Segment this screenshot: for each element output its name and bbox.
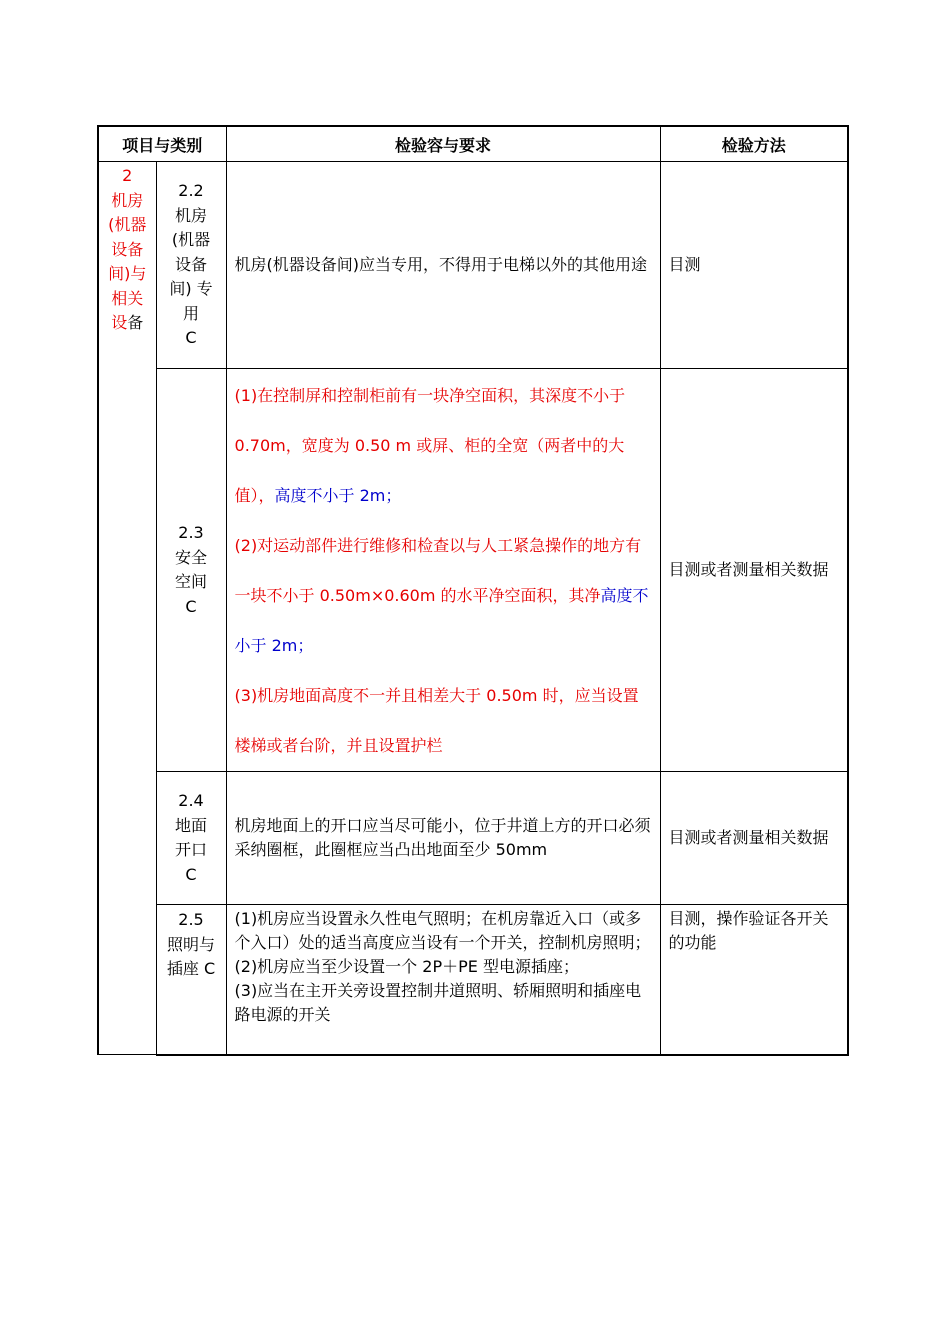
subitem-number: 2.4 [178,791,204,810]
method-cell: 目测 [660,162,848,369]
category-line-last [99,311,156,336]
requirement-line: (3)应当在主开关旁设置控制井道照明、轿厢照明和插座电路电源的开关 [234,981,642,1024]
requirement-part-highlight: 高度不小于 2m； [234,586,649,655]
category-last-black: 备 [127,313,144,332]
subitem-line: 机房 [175,205,208,225]
subitem-cell [156,162,226,369]
subitem-line: 插座 C [166,959,216,978]
subitem-cell [156,905,226,1055]
subitem-line: (机器 [171,230,211,250]
subitem-line: 开口 [175,840,208,859]
subitem-class: C [185,596,197,616]
method-cell: 目测或者测量相关数据 [660,772,848,905]
subitem-line: 安全 [175,547,208,567]
subitem-line: 空间 [175,572,208,591]
category-line: (机器 [108,215,147,234]
method-cell: 目测，操作验证各开关的功能 [660,905,848,1055]
category-last-red: 设 [111,313,128,332]
subitem-line: 设备 [175,254,208,274]
table-row [98,162,848,369]
subitem-number: 2.5 [178,910,204,929]
subitem-class: C [185,328,197,348]
category-line: 机房 [111,190,144,210]
requirement-part: (1)在控制屏和控制柜前有一块净空面积，其深度不小于 0.70m，宽度为 0.50 m 或屏、柜的全宽（两者中的大值）， [234,386,626,505]
requirement-part-highlight: 高度不小于 2m； [274,486,402,505]
subitem-line: 地面 [175,815,208,835]
subitem-number: 2.3 [178,523,204,542]
requirement-cell [226,905,660,1055]
category-line: 相关 [111,288,144,308]
header-category: 项目与类别 [98,126,226,162]
table-row [98,772,848,905]
subitem-number: 2.2 [178,181,204,201]
category-line: 设备 [111,239,144,259]
subitem-line: 照明与 [167,934,216,954]
header-content: 检验容与要求 [226,126,660,162]
subitem-line: 间) 专 [169,279,213,299]
requirement-cell [226,369,660,772]
subitem-cell [156,772,226,905]
requirement-part: (3)机房地面高度不一并且相差大于 0.50m 时，应当设置楼梯或者台阶，并且设置护栏 [234,686,639,755]
requirement-part: (2)对运动部件进行维修和检查以与人工紧急操作的地方有一块不小于 0.50m×0.60m 的水平净空面积，其净 [234,536,642,605]
requirement-line: (1)机房应当设置永久性电气照明；在机房靠近入口（或多个入口）处的适当高度应当设有一个开关，控制机房照明； [234,909,651,952]
table-header-row [98,126,848,162]
category-number: 2 [122,166,133,185]
table-row [98,369,848,772]
category-line: 间)与 [108,264,147,283]
header-method: 检验方法 [660,126,848,162]
requirement-cell: 机房地面上的开口应当尽可能小，位于井道上方的开口必须采纳圈框，此圈框应当凸出地面至少 50mm [226,772,660,905]
inspection-table [97,125,849,1056]
subitem-line: 用 [183,303,200,323]
table-row [98,905,848,1055]
requirement-line: (2)机房应当至少设置一个 2P＋PE 型电源插座； [234,957,579,976]
category-cell [98,162,156,1055]
method-cell: 目测或者测量相关数据 [660,369,848,772]
subitem-class: C [185,864,197,884]
subitem-cell [156,369,226,772]
requirement-cell: 机房(机器设备间)应当专用，不得用于电梯以外的其他用途 [226,162,660,369]
